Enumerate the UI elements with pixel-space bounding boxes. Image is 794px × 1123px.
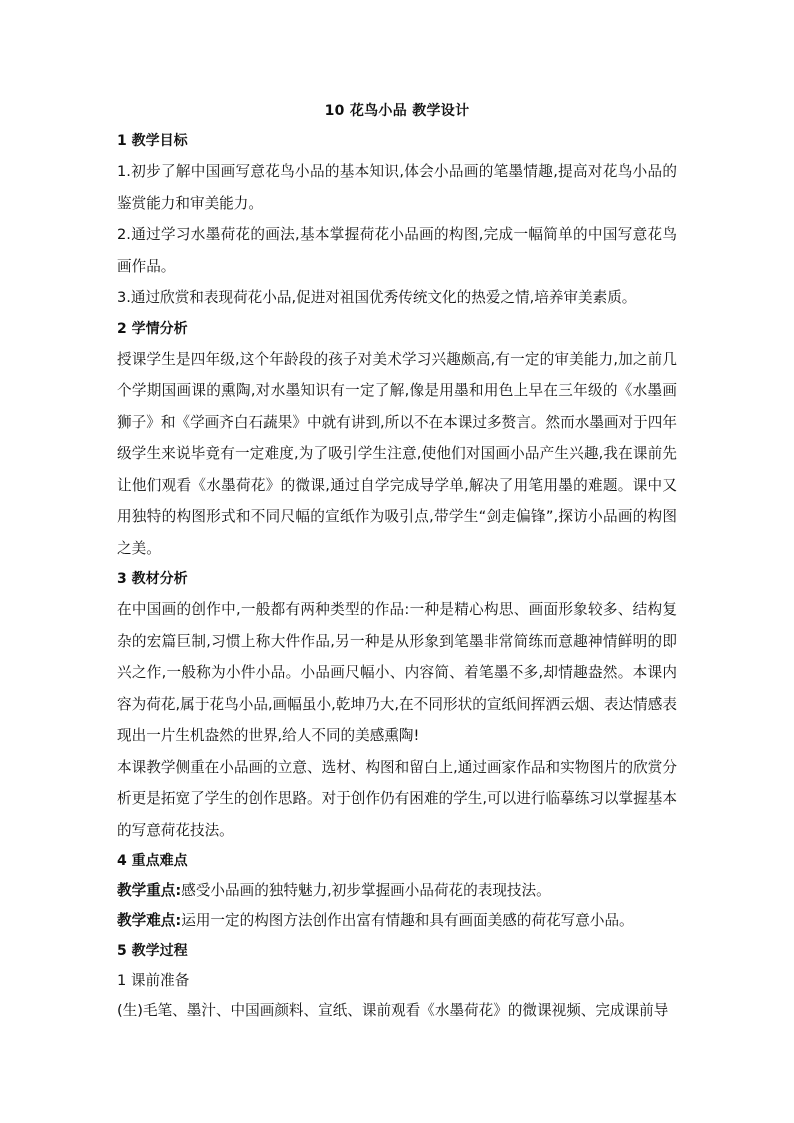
objective-paragraph-3: 3.通过欣赏和表现荷花小品,促进对祖国优秀传统文化的热爱之情,培养审美素质。 bbox=[117, 289, 637, 306]
difficulty-text: 运用一定的构图方法创作出富有情趣和具有画面美感的荷花写意小品。 bbox=[181, 912, 634, 929]
difficulty-label: 教学难点: bbox=[117, 912, 182, 929]
process-paragraph: (生)毛笔、墨汁、中国画颜料、宣纸、课前观看《水墨荷花》的微课视频、完成课前导 bbox=[117, 1002, 669, 1019]
document-title: 10 花鸟小品 教学设计 bbox=[324, 103, 470, 119]
section-student-analysis bbox=[117, 314, 677, 565]
section-textbook-analysis bbox=[117, 564, 677, 846]
key-point-item bbox=[117, 876, 677, 906]
section-heading: 5 教学过程 bbox=[117, 943, 188, 959]
document-page bbox=[117, 96, 677, 1026]
process-step-heading: 1 课前准备 bbox=[117, 972, 190, 989]
textbook-analysis-paragraph-2: 本课教学侧重在小品画的立意、选材、构图和留白上,通过画家作品和实物图片的欣赏分析更是拓宽了学生的创作思路。对于创作仍有困难的学生,可以进行临摹练习以掌握基本的写意荷花技法。 bbox=[117, 758, 677, 839]
student-analysis-paragraph: 授课学生是四年级,这个年龄段的孩子对美术学习兴趣颇高,有一定的审美能力,加之前几个学期国画课的熏陶,对水墨知识有一定了解,像是用墨和用色上早在三年级的《水墨画狮子》和《学画齐白石蔬果》中就有讲到,所以不在本课过多赘言。然而水墨画对于四年级学生来说毕竟有一定难度,为了吸引学生注意,使他们对国画小品产生兴趣,我在课前先让他们观看《水墨荷花》的微课,通过自学完成导学单,解决了用笔用墨的难题。课中又用独特的构图形式和不同尺幅的宣纸作为吸引点,带学生“剑走偏锋”,探访小品画的构图之美。 bbox=[117, 350, 677, 557]
key-point-label: 教学重点: bbox=[117, 882, 182, 899]
objective-paragraph-2: 2.通过学习水墨荷花的画法,基本掌握荷花小品画的构图,完成一幅简单的中国写意花鸟画作品。 bbox=[117, 226, 677, 275]
section-heading: 1 教学目标 bbox=[117, 133, 188, 149]
objective-paragraph-1: 1.初步了解中国画写意花鸟小品的基本知识,体会小品画的笔墨情趣,提高对花鸟小品的鉴赏能力和审美能力。 bbox=[117, 163, 677, 212]
textbook-analysis-paragraph-1: 在中国画的创作中,一般都有两种类型的作品:一种是精心构思、画面形象较多、结构复杂的宏篇巨制,习惯上称大件作品,另一种是从形象到笔墨非常简练而意趣神情鲜明的即兴之作,一般称为小件小品。小品画尺幅小、内容简、着笔墨不多,却情趣盎然。本课内容为荷花,属于花鸟小品,画幅虽小,乾坤乃大,在不同形状的宣纸间挥洒云烟、表达情感表现出一片生机盎然的世界,给人不同的美感熏陶! bbox=[117, 601, 677, 744]
section-objectives bbox=[117, 126, 677, 314]
key-point-text: 感受小品画的独特魅力,初步掌握画小品荷花的表现技法。 bbox=[181, 882, 551, 899]
section-heading: 3 教材分析 bbox=[117, 571, 188, 587]
section-teaching-process bbox=[117, 936, 677, 1026]
section-key-points bbox=[117, 846, 677, 936]
section-heading: 2 学情分析 bbox=[117, 320, 188, 337]
section-heading: 4 重点难点 bbox=[117, 853, 188, 869]
difficulty-item bbox=[117, 906, 677, 936]
